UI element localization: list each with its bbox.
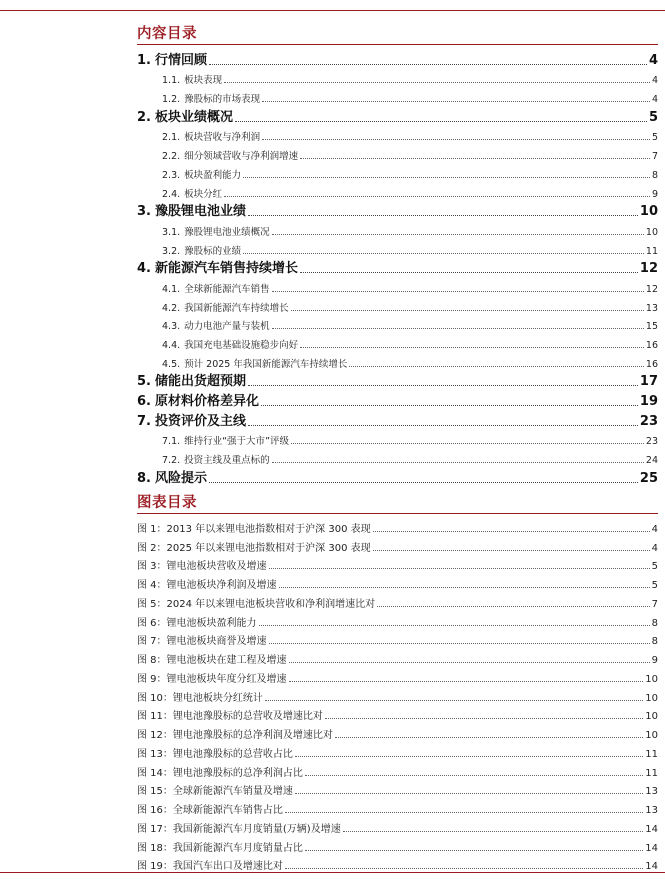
toc-entry-number: 1.1. — [162, 75, 181, 87]
toc-entry-label — [162, 129, 260, 143]
lof-page-number: 9 — [651, 655, 658, 666]
toc-entry-number: 7.2. — [162, 455, 181, 467]
lof-entry-label: 图 15：全球新能源汽车销量及增速 — [137, 786, 293, 798]
toc-section-entry[interactable] — [137, 276, 658, 295]
toc-page-number: 4 — [648, 52, 658, 68]
toc-title-underline — [137, 44, 658, 45]
lof-entry-label: 图 19：我国汽车出口及增速比对 — [137, 861, 283, 873]
lof-entry-label: 图 3：锂电池板块营收及增速 — [137, 561, 267, 573]
toc-section-entry[interactable] — [137, 162, 658, 181]
toc-section-entry[interactable] — [137, 351, 658, 370]
toc-section-entry[interactable] — [137, 314, 658, 333]
dot-leader — [373, 530, 650, 532]
lof-page-number: 10 — [645, 692, 658, 704]
toc-page-number: 16 — [645, 358, 658, 370]
dot-leader — [209, 63, 647, 65]
dot-leader — [335, 736, 643, 738]
toc-page-number: 23 — [645, 436, 658, 448]
toc-page-number: 10 — [639, 204, 658, 220]
toc-page-number: 16 — [645, 340, 658, 351]
lof-entry[interactable] — [137, 535, 658, 554]
toc-entry-text: 板块表现 — [184, 75, 223, 87]
lof-entry[interactable] — [137, 797, 658, 816]
lof-page-number: 8 — [651, 617, 658, 629]
lof-entry-label: 图 7：锂电池板块商誉及增速 — [137, 636, 267, 648]
toc-entry-text: 储能出货超预期 — [154, 374, 246, 390]
toc-page-number: 5 — [651, 132, 658, 144]
lof-page-number: 11 — [645, 748, 658, 760]
lof-entry[interactable] — [137, 854, 658, 873]
lof-entry-label: 图 6：锂电池板块盈利能力 — [137, 617, 257, 629]
dot-leader — [300, 346, 644, 348]
lof-entry[interactable] — [137, 554, 658, 573]
toc-entry-number: 2. — [137, 109, 151, 125]
dot-leader — [209, 481, 638, 483]
toc-entry-number: 4.4. — [162, 340, 181, 351]
lof-page-number: 13 — [645, 805, 658, 816]
toc-entry-label — [162, 356, 347, 370]
footer-rule — [0, 872, 665, 873]
toc-entry-label — [162, 243, 241, 257]
lof-entry[interactable] — [137, 629, 658, 648]
lof-title-underline — [137, 513, 658, 514]
toc-entry-label — [162, 224, 270, 238]
toc-entry-label — [137, 370, 246, 389]
toc-section-entry[interactable] — [137, 238, 658, 257]
toc-entry-number: 7. — [137, 413, 151, 429]
toc-entry-number: 1.2. — [162, 94, 181, 106]
toc-section-entry[interactable] — [137, 181, 658, 200]
toc-section-entry[interactable] — [137, 332, 658, 351]
toc-entry-number: 4.2. — [162, 302, 181, 314]
toc-page-number: 5 — [648, 109, 658, 125]
toc-chapter-entry[interactable] — [137, 370, 658, 390]
dot-leader — [262, 138, 650, 140]
dot-leader — [285, 811, 643, 813]
lof-entry-label: 图 16：全球新能源汽车销售占比 — [137, 805, 283, 816]
dot-leader — [265, 699, 643, 701]
lof-entry-label: 图 9：锂电池板块年度分红及增速 — [137, 673, 287, 685]
dot-leader — [243, 252, 644, 254]
lof-entry-label: 图 13：锂电池豫股标的总营收占比 — [137, 748, 293, 760]
lof-entry-label: 图 4：锂电池板块净利润及增速 — [137, 580, 277, 591]
toc-entry-number: 6. — [137, 394, 151, 410]
toc-entry-text: 板块盈利能力 — [184, 169, 242, 181]
lof-entry[interactable] — [137, 741, 658, 760]
toc-entry-number: 3.2. — [162, 245, 181, 257]
toc-entry-number: 2.2. — [162, 151, 181, 163]
toc-entry-label — [137, 49, 207, 68]
toc-entry-number: 5. — [137, 374, 151, 390]
toc-entry-number: 2.4. — [162, 188, 181, 200]
toc-entry-number: 4.3. — [162, 321, 181, 333]
toc-entry-label — [137, 257, 298, 276]
toc-page-number: 13 — [645, 302, 658, 314]
dot-leader — [272, 327, 644, 329]
toc-entry-label — [162, 167, 241, 181]
lof-page-number: 13 — [645, 786, 658, 798]
toc-entry-number: 4. — [137, 261, 151, 277]
toc-entry-label — [137, 390, 259, 409]
lof-page-number: 5 — [651, 580, 658, 591]
toc-section-entry[interactable] — [137, 429, 658, 448]
dot-leader — [248, 424, 638, 426]
toc-entry-number: 1. — [137, 52, 151, 68]
toc-entry-number: 2.1. — [162, 132, 181, 144]
toc-page-number: 19 — [639, 394, 658, 410]
lof-entry-label: 图 18：我国新能源汽车月度销量占比 — [137, 842, 303, 854]
dot-leader — [272, 290, 644, 292]
toc-entry-label — [162, 452, 270, 466]
toc-chapter-entry[interactable] — [137, 257, 658, 277]
lof-entry[interactable] — [137, 816, 658, 835]
toc-entry-text: 预计 2025 年我国新能源汽车持续增长 — [184, 358, 348, 370]
lof-page-number: 10 — [645, 730, 658, 741]
toc-chapter-entry[interactable] — [137, 466, 658, 486]
toc-entry-label — [162, 91, 260, 105]
toc-entry-text: 我国新能源汽车持续增长 — [184, 302, 289, 314]
toc-chapter-entry[interactable] — [137, 200, 658, 220]
lof-page-number: 14 — [645, 861, 658, 873]
dot-leader — [248, 214, 638, 216]
toc-entry-text: 投资主线及重点标的 — [184, 455, 270, 467]
dot-leader — [224, 195, 650, 197]
toc-entry-label — [162, 318, 270, 332]
toc-entry-text: 豫股锂电池业绩概况 — [184, 226, 270, 238]
toc-section-entry[interactable] — [137, 143, 658, 162]
dot-leader — [269, 642, 650, 644]
lof-entry[interactable] — [137, 704, 658, 723]
lof-entry[interactable] — [137, 647, 658, 666]
lof-entry-label: 图 5：2024 年以来锂电池板块营收和净利润增速比对 — [137, 598, 376, 610]
toc-entry-text: 动力电池产量与装机 — [184, 321, 270, 333]
toc-page-number: 15 — [645, 321, 658, 333]
toc-section-entry[interactable] — [137, 125, 658, 144]
toc-section-entry[interactable] — [137, 219, 658, 238]
dot-leader — [261, 404, 638, 406]
dot-leader — [325, 717, 643, 719]
lof-entry[interactable] — [137, 779, 658, 798]
toc-section-entry[interactable] — [137, 68, 658, 87]
dot-leader — [305, 849, 643, 851]
toc-entry-text: 原材料价格差异化 — [154, 394, 259, 410]
toc-entry-number: 8. — [137, 470, 151, 486]
toc-entry-number: 3.1. — [162, 226, 181, 238]
lof-page-number: 8 — [651, 636, 658, 648]
toc-entry-number: 7.1. — [162, 436, 181, 448]
dot-leader — [279, 586, 650, 588]
lof-entry-label: 图 10：锂电池板块分红统计 — [137, 692, 263, 704]
table-of-contents — [137, 48, 658, 486]
toc-section-entry[interactable] — [137, 447, 658, 466]
dot-leader — [248, 384, 638, 386]
dot-leader — [295, 755, 643, 757]
lof-entry[interactable] — [137, 722, 658, 741]
dot-leader — [343, 830, 644, 832]
toc-entry-label — [162, 433, 289, 447]
toc-entry-number: 2.3. — [162, 169, 181, 181]
lof-entry[interactable] — [137, 610, 658, 629]
dot-leader — [272, 461, 644, 463]
toc-page-number: 12 — [645, 283, 658, 295]
lof-entry-label: 图 1：2013 年以来锂电池指数相对于沪深 300 表现 — [137, 523, 371, 535]
toc-entry-text: 板块分红 — [184, 188, 223, 200]
lof-entry[interactable] — [137, 835, 658, 854]
lof-entry-label: 图 12：锂电池豫股标的总净利润及增速比对 — [137, 730, 333, 741]
toc-entry-number: 3. — [137, 204, 151, 220]
lof-page-number: 7 — [651, 598, 658, 610]
dot-leader — [272, 233, 644, 235]
toc-page-number: 23 — [639, 413, 658, 429]
lof-page-number: 5 — [651, 561, 658, 573]
dot-leader — [373, 549, 650, 551]
lof-page-number: 10 — [645, 711, 658, 723]
dot-leader — [295, 792, 643, 794]
dot-leader — [291, 309, 644, 311]
lof-entry[interactable] — [137, 516, 658, 535]
toc-page-number: 10 — [645, 226, 658, 238]
toc-chapter-entry[interactable] — [137, 409, 658, 429]
toc-chapter-entry[interactable] — [137, 389, 658, 409]
toc-page-number: 7 — [651, 151, 658, 163]
toc-entry-label — [137, 410, 246, 429]
dot-leader — [291, 442, 644, 444]
toc-entry-label — [162, 186, 222, 200]
dot-leader — [377, 605, 649, 607]
dot-leader — [243, 176, 650, 178]
dot-leader — [289, 680, 644, 682]
toc-entry-text: 维持行业“强于大市”评级 — [184, 436, 289, 448]
toc-entry-text: 投资评价及主线 — [154, 413, 246, 429]
dot-leader — [259, 624, 650, 626]
dot-leader — [262, 100, 650, 102]
dot-leader — [300, 157, 650, 159]
dot-leader — [235, 120, 647, 122]
lof-entry-label: 图 14：锂电池豫股标的总净利润占比 — [137, 767, 303, 779]
dot-leader — [300, 271, 638, 273]
toc-entry-text: 我国充电基础设施稳步向好 — [184, 340, 299, 351]
lof-entry-label: 图 17：我国新能源汽车月度销量(万辆)及增速 — [137, 823, 341, 835]
toc-page-number: 24 — [645, 455, 658, 467]
toc-page-number: 12 — [639, 261, 658, 277]
toc-chapter-entry[interactable] — [137, 105, 658, 125]
dot-leader — [349, 365, 644, 367]
header-rule — [0, 10, 665, 11]
toc-entry-label — [162, 300, 289, 314]
toc-page-number: 11 — [645, 245, 658, 257]
toc-page-number: 9 — [651, 188, 658, 200]
toc-entry-text: 风险提示 — [154, 470, 207, 486]
toc-page-number: 4 — [651, 94, 658, 106]
list-of-figures — [137, 516, 658, 872]
toc-chapter-entry[interactable] — [137, 48, 658, 68]
toc-page-number: 25 — [639, 470, 658, 486]
dot-leader — [289, 661, 650, 663]
toc-entry-number: 4.5. — [162, 358, 181, 370]
lof-page-number: 11 — [645, 767, 658, 779]
lof-entry-label: 图 2：2025 年以来锂电池指数相对于沪深 300 表现 — [137, 542, 371, 554]
lof-page-number: 4 — [651, 523, 658, 535]
toc-page-number: 4 — [651, 75, 658, 87]
toc-entry-number: 4.1. — [162, 283, 181, 295]
toc-entry-label — [162, 337, 298, 351]
toc-entry-text: 豫股锂电池业绩 — [154, 204, 246, 220]
toc-entry-text: 豫股标的市场表现 — [184, 94, 261, 106]
toc-entry-label — [162, 72, 222, 86]
toc-page-number: 8 — [651, 169, 658, 181]
toc-entry-text: 豫股标的业绩 — [184, 245, 242, 257]
toc-entry-label — [137, 200, 246, 219]
lof-page-number: 14 — [645, 823, 658, 835]
toc-title: 内容目录 — [137, 26, 197, 42]
lof-entry[interactable] — [137, 666, 658, 685]
toc-entry-label — [162, 281, 270, 295]
toc-entry-label — [137, 467, 207, 486]
toc-entry-text: 行情回顾 — [154, 52, 207, 68]
toc-entry-text: 板块营收与净利润 — [184, 132, 261, 144]
toc-entry-text: 细分领域营收与净利润增速 — [184, 151, 299, 163]
toc-section-entry[interactable] — [137, 86, 658, 105]
lof-entry[interactable] — [137, 572, 658, 591]
toc-entry-label — [137, 106, 233, 125]
lof-entry[interactable] — [137, 685, 658, 704]
dot-leader — [305, 774, 643, 776]
lof-entry-label: 图 8：锂电池板块在建工程及增速 — [137, 655, 287, 666]
lof-entry[interactable] — [137, 591, 658, 610]
toc-entry-text: 板块业绩概况 — [154, 109, 233, 125]
toc-entry-text: 新能源汽车销售持续增长 — [154, 261, 298, 277]
dot-leader — [269, 567, 650, 569]
dot-leader — [285, 867, 643, 869]
toc-entry-text: 全球新能源汽车销售 — [184, 283, 270, 295]
lof-page-number: 4 — [651, 542, 658, 554]
toc-section-entry[interactable] — [137, 295, 658, 314]
lof-page-number: 14 — [645, 842, 658, 854]
lof-page-number: 10 — [645, 673, 658, 685]
dot-leader — [224, 81, 650, 83]
toc-page-number: 17 — [639, 374, 658, 390]
lof-entry[interactable] — [137, 760, 658, 779]
lof-title: 图表目录 — [137, 495, 197, 511]
lof-entry-label: 图 11：锂电池豫股标的总营收及增速比对 — [137, 711, 323, 723]
toc-entry-label — [162, 148, 298, 162]
